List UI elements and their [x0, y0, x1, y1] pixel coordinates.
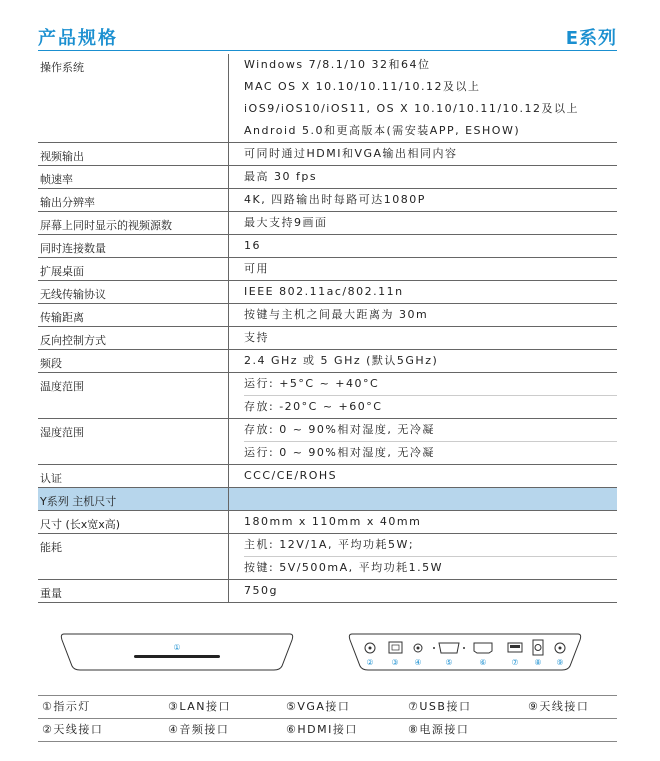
- back-port-label: ②: [366, 658, 374, 667]
- back-port-label: ⑦: [511, 658, 519, 667]
- spec-key: 认证: [38, 465, 229, 488]
- spec-value: [229, 212, 618, 235]
- spec-value-line: 最高 30 fps: [244, 170, 318, 183]
- spec-row: [38, 465, 617, 488]
- spec-value: [229, 488, 618, 511]
- spec-value: [229, 258, 618, 281]
- spec-value: [229, 189, 618, 212]
- spec-value: [229, 580, 618, 603]
- spec-value-line: 按键: 5V/500mA, 平均功耗1.5W: [244, 556, 617, 579]
- spec-row: [38, 143, 617, 166]
- legend-item: ④音频接口: [168, 723, 230, 736]
- spec-value: [229, 465, 618, 488]
- spec-row: [38, 166, 617, 189]
- spec-value-line: Windows 7/8.1/10 32和64位: [244, 58, 431, 71]
- spec-key: 视频输出: [38, 143, 229, 166]
- legend-item: ⑧电源接口: [408, 723, 470, 736]
- spec-key: 重量: [38, 580, 229, 603]
- spec-row: [38, 304, 617, 327]
- spec-value: [229, 327, 618, 350]
- spec-row: [38, 373, 617, 419]
- back-port-label: ③: [391, 658, 399, 667]
- spec-row: [38, 258, 617, 281]
- spec-value-line: 支持: [244, 331, 269, 344]
- spec-key: 反向控制方式: [38, 327, 229, 350]
- spec-value: [229, 304, 618, 327]
- series-label: E系列: [565, 28, 617, 49]
- spec-value-line: 2.4 GHz 或 5 GHz (默认5GHz): [244, 354, 439, 367]
- spec-row: [38, 54, 617, 143]
- port-legend: [38, 695, 617, 742]
- spec-value-line: 运行: +5°C ~ +40°C: [244, 377, 380, 390]
- spec-value-line: 可同时通过HDMI和VGA输出相同内容: [244, 147, 458, 160]
- spec-key: 扩展桌面: [38, 258, 229, 281]
- back-port-label: ⑨: [556, 658, 564, 667]
- spec-key: 能耗: [38, 534, 229, 580]
- back-port-label: ④: [414, 658, 422, 667]
- spec-value-line: 主机: 12V/1A, 平均功耗5W;: [244, 538, 415, 551]
- spec-value-line: [244, 488, 617, 510]
- spec-key: 尺寸 (长x宽x高): [38, 511, 229, 534]
- spec-key: 操作系统: [38, 54, 229, 143]
- spec-key: 频段: [38, 350, 229, 373]
- spec-value-line: 最大支持9画面: [244, 216, 328, 229]
- spec-value: [229, 281, 618, 304]
- spec-row: [38, 212, 617, 235]
- spec-value: [229, 419, 618, 465]
- back-port-label: ⑥: [479, 658, 487, 667]
- spec-row: [38, 511, 617, 534]
- front-label-1: ①: [173, 643, 181, 652]
- spec-row: [38, 281, 617, 304]
- legend-item: ⑥HDMI接口: [286, 723, 358, 736]
- legend-item: ②天线接口: [42, 723, 104, 736]
- spec-value-line: 750g: [244, 584, 278, 597]
- spec-value-line: 可用: [244, 262, 269, 275]
- legend-item: ⑦USB接口: [408, 700, 472, 713]
- legend-item: ①指示灯: [42, 700, 91, 713]
- section-header: [38, 22, 617, 51]
- spec-value-line: 运行: 0 ~ 90%相对湿度, 无冷凝: [244, 441, 617, 464]
- spec-value: [229, 511, 618, 534]
- spec-row: [38, 534, 617, 580]
- legend-item: ⑨天线接口: [528, 700, 590, 713]
- spec-value-line: CCC/CE/ROHS: [244, 469, 338, 482]
- device-back-view: [346, 628, 584, 674]
- legend-row: [38, 695, 617, 718]
- legend-item: ⑤VGA接口: [286, 700, 351, 713]
- spec-key: Y系列 主机尺寸: [38, 488, 229, 511]
- spec-value: [229, 534, 618, 580]
- device-front-view: [58, 628, 296, 674]
- spec-value-line: 16: [244, 239, 261, 252]
- spec-value-line: 4K, 四路输出时每路可达1080P: [244, 193, 426, 206]
- spec-value: [229, 143, 618, 166]
- spec-value: [229, 54, 618, 143]
- spec-value: [229, 235, 618, 258]
- spec-row: [38, 235, 617, 258]
- back-port-label: ⑧: [534, 658, 542, 667]
- spec-row: [38, 350, 617, 373]
- spec-row: [38, 327, 617, 350]
- spec-row: [38, 189, 617, 212]
- spec-value: [229, 350, 618, 373]
- spec-key: 屏幕上同时显示的视频源数: [38, 212, 229, 235]
- spec-value-line: iOS9/iOS10/iOS11, OS X 10.10/10.11/10.12及以上: [244, 102, 580, 115]
- spec-value-line: IEEE 802.11ac/802.11n: [244, 285, 404, 298]
- spec-row: [38, 580, 617, 603]
- page-title: 产品规格: [38, 28, 118, 49]
- spec-value: [229, 166, 618, 189]
- spec-key: 帧速率: [38, 166, 229, 189]
- spec-value-line: 存放: 0 ~ 90%相对湿度, 无冷凝: [244, 423, 435, 436]
- spec-key: 湿度范围: [38, 419, 229, 465]
- spec-row: [38, 488, 617, 511]
- spec-value-line: 按键与主机之间最大距离为 30m: [244, 308, 429, 321]
- indicator-light: [134, 655, 220, 658]
- spec-key: 传输距离: [38, 304, 229, 327]
- spec-key: 温度范围: [38, 373, 229, 419]
- spec-value-line: Android 5.0和更高版本(需安装APP, ESHOW): [244, 124, 521, 137]
- spec-value-line: 180mm x 110mm x 40mm: [244, 515, 422, 528]
- spec-key: 无线传输协议: [38, 281, 229, 304]
- back-port-label: ⑤: [445, 658, 453, 667]
- spec-value-line: 存放: -20°C ~ +60°C: [244, 395, 617, 418]
- legend-item: ③LAN接口: [168, 700, 231, 713]
- spec-key: 同时连接数量: [38, 235, 229, 258]
- spec-row: [38, 419, 617, 465]
- legend-row: [38, 718, 617, 742]
- spec-key: 输出分辨率: [38, 189, 229, 212]
- spec-value-line: MAC OS X 10.10/10.11/10.12及以上: [244, 80, 481, 93]
- spec-value: [229, 373, 618, 419]
- spec-table: [38, 54, 617, 603]
